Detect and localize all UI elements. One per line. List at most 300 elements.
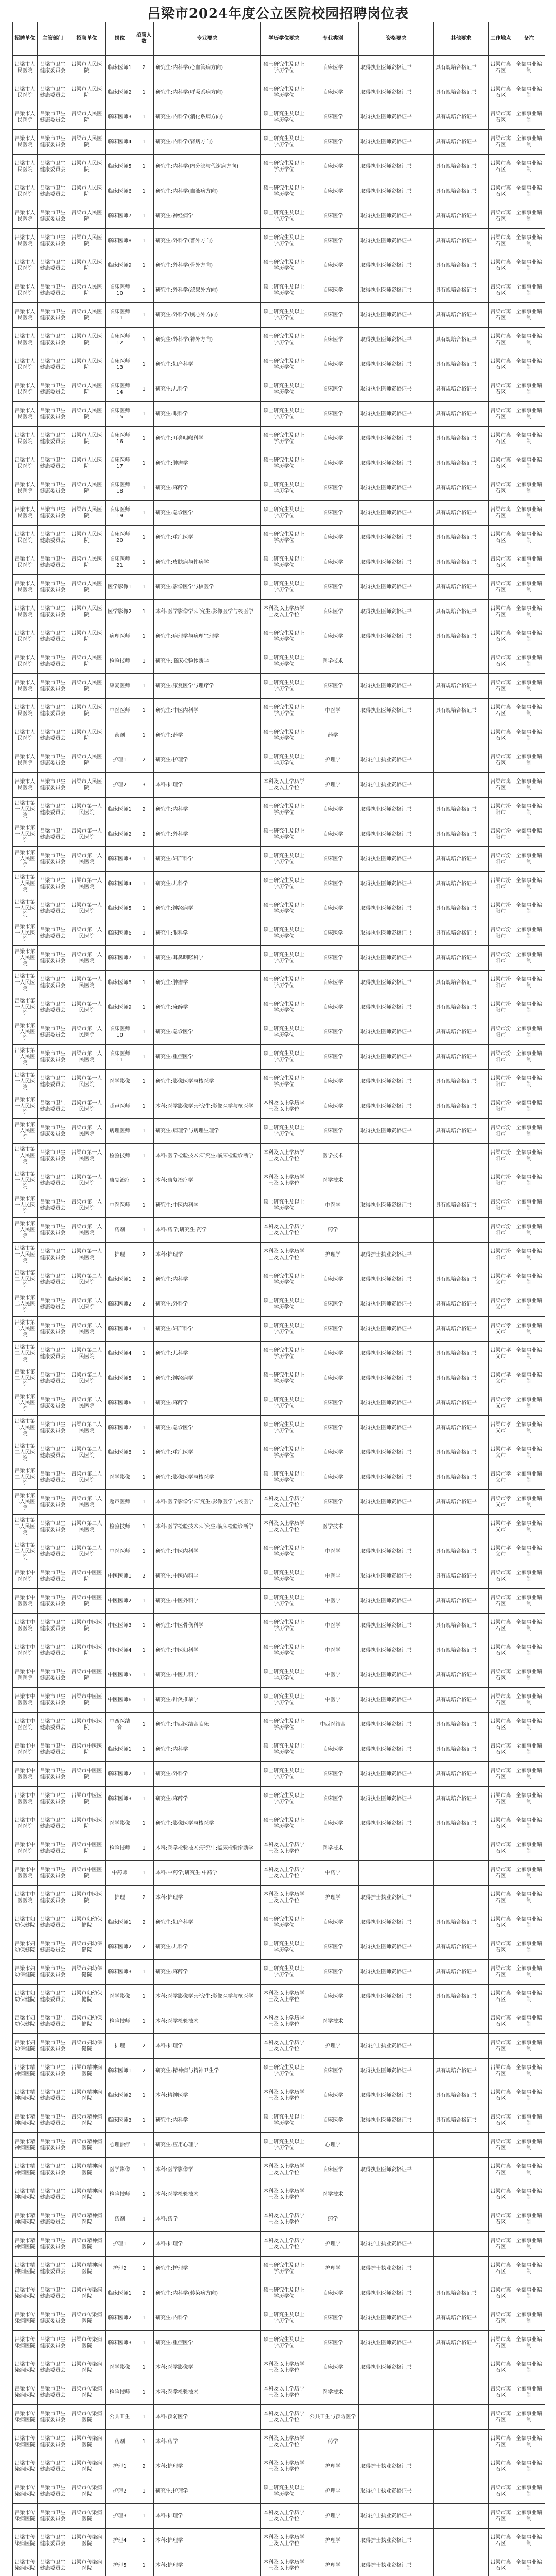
- table-cell: 护理: [106, 1886, 134, 1910]
- table-cell: 吕梁市离石区: [489, 105, 513, 130]
- table-cell: 本科及以上学历学士及以上学位: [261, 1985, 307, 2009]
- table-cell: 吕梁市卫生健康委员会: [38, 1440, 68, 1465]
- table-cell: 吕梁市精神病医院: [13, 2108, 38, 2133]
- table-cell: 1: [134, 1490, 154, 1515]
- table-row: [13, 1515, 545, 1539]
- table-cell: 1: [134, 1193, 154, 1218]
- table-cell: 吕梁市卫生健康委员会: [38, 1119, 68, 1144]
- table-cell: 中医学: [307, 1688, 359, 1713]
- table-cell: 研究生:内科学: [154, 2306, 261, 2331]
- table-cell: 吕梁市离石区: [489, 451, 513, 476]
- table-cell: 1: [134, 2257, 154, 2281]
- table-cell: 吕梁市离石区: [489, 1960, 513, 1985]
- table-cell: 药学: [307, 2207, 359, 2232]
- table-cell: 本科及以上学历学士及以上学位: [261, 1515, 307, 1539]
- table-cell: 护理学: [307, 2529, 359, 2553]
- table-cell: 全额事业编制: [513, 1787, 545, 1811]
- table-cell: 吕梁市孝义市: [489, 1292, 513, 1317]
- table-cell: 硕士研究生及以上学历学位: [261, 1465, 307, 1490]
- table-cell: 全额事业编制: [513, 2083, 545, 2108]
- column-header: 招聘人数: [134, 22, 154, 56]
- table-cell: 具有规培合格证书: [434, 2108, 489, 2133]
- table-cell: 取得执业医师资格证书: [359, 130, 434, 155]
- table-cell: 吕梁市传染病医院: [68, 2479, 106, 2504]
- table-cell: 吕梁市人民医院: [68, 130, 106, 155]
- table-cell: 吕梁市卫生健康委员会: [38, 1020, 68, 1045]
- table-cell: 吕梁市汾阳市: [489, 847, 513, 872]
- table-cell: [359, 2207, 434, 2232]
- table-cell: 硕士研究生及以上学历学位: [261, 2059, 307, 2083]
- table-cell: 2: [134, 1886, 154, 1910]
- table-cell: 吕梁市第二人民医院: [13, 1515, 38, 1539]
- table-row: [13, 352, 545, 377]
- table-cell: 吕梁市卫生健康委员会: [38, 2479, 68, 2504]
- table-cell: 硕士研究生及以上学历学位: [261, 427, 307, 451]
- table-cell: 吕梁市卫生健康委员会: [38, 1960, 68, 1985]
- table-cell: 吕梁市卫生健康委员会: [38, 1515, 68, 1539]
- table-cell: 取得执业医师资格证书: [359, 328, 434, 352]
- table-cell: [359, 2182, 434, 2207]
- table-cell: 全额事业编制: [513, 699, 545, 723]
- table-cell: 吕梁市第一人民医院: [68, 1070, 106, 1094]
- table-cell: 吕梁市人民医院: [68, 550, 106, 575]
- table-cell: 临床医师2: [106, 80, 134, 105]
- table-row: [13, 1762, 545, 1787]
- table-row: [13, 1020, 545, 1045]
- table-cell: 吕梁市中医医院: [68, 1713, 106, 1737]
- table-cell: 本科:康复治疗学: [154, 1168, 261, 1193]
- table-cell: 本科:医学检验技术: [154, 2182, 261, 2207]
- table-cell: 吕梁市离石区: [489, 2133, 513, 2158]
- table-row: [13, 1193, 545, 1218]
- table-cell: 吕梁市离石区: [489, 56, 513, 80]
- table-cell: 吕梁市人民医院: [68, 624, 106, 649]
- table-cell: 吕梁市卫生健康委员会: [38, 575, 68, 600]
- table-cell: 1: [134, 1614, 154, 1638]
- table-cell: 研究生:重症医学: [154, 1045, 261, 1070]
- table-cell: 1: [134, 971, 154, 995]
- table-cell: 1: [134, 1787, 154, 1811]
- table-cell: 吕梁市传染病医院: [68, 2430, 106, 2454]
- table-cell: 取得执业医师资格证书: [359, 1094, 434, 1119]
- table-row: [13, 847, 545, 872]
- table-row: [13, 2009, 545, 2034]
- column-header: 岗位: [106, 22, 134, 56]
- table-cell: 研究生:外科学(泌尿外方向): [154, 278, 261, 303]
- table-cell: 吕梁市卫生健康委员会: [38, 773, 68, 798]
- table-cell: 取得执业医师资格证书: [359, 1391, 434, 1416]
- table-cell: 临床医师3: [106, 2108, 134, 2133]
- table-cell: 吕梁市精神病医院: [68, 2182, 106, 2207]
- table-cell: 研究生:重症医学: [154, 526, 261, 550]
- table-cell: 临床医学: [307, 303, 359, 328]
- table-cell: 吕梁市人民医院: [13, 80, 38, 105]
- table-cell: 1: [134, 1045, 154, 1070]
- table-cell: 吕梁市第一人民医院: [68, 995, 106, 1020]
- table-cell: 吕梁市离石区: [489, 1638, 513, 1663]
- table-cell: 1: [134, 995, 154, 1020]
- table-cell: 1: [134, 1638, 154, 1663]
- table-cell: 吕梁市离石区: [489, 328, 513, 352]
- table-row: [13, 501, 545, 526]
- table-row: [13, 1366, 545, 1391]
- table-cell: 药剂: [106, 723, 134, 748]
- table-cell: 本科:医学检验技术;研究生:临床检验诊断学: [154, 1515, 261, 1539]
- table-cell: 本科及以上学历学士及以上学位: [261, 2232, 307, 2257]
- table-cell: 吕梁市离石区: [489, 1811, 513, 1836]
- table-cell: 1: [134, 1144, 154, 1168]
- table-cell: 吕梁市卫生健康委员会: [38, 526, 68, 550]
- table-cell: 吕梁市卫生健康委员会: [38, 2380, 68, 2405]
- table-cell: 本科:医学影像学;研究生:影像医学与核医学: [154, 1490, 261, 1515]
- table-cell: 吕梁市卫生健康委员会: [38, 328, 68, 352]
- table-cell: 全额事业编制: [513, 229, 545, 253]
- table-cell: 本科:护理学: [154, 2454, 261, 2479]
- table-cell: 研究生:中医内科学: [154, 1193, 261, 1218]
- table-cell: 研究生:内科学(呼吸系病方向): [154, 80, 261, 105]
- table-cell: [434, 773, 489, 798]
- table-cell: 中医医师2: [106, 1589, 134, 1614]
- table-row: [13, 2454, 545, 2479]
- table-cell: 吕梁市离石区: [489, 2380, 513, 2405]
- table-cell: 吕梁市第二人民医院: [13, 1490, 38, 1515]
- table-cell: 取得执业医师资格证书: [359, 1465, 434, 1490]
- table-cell: 吕梁市卫生健康委员会: [38, 427, 68, 451]
- table-cell: 取得执业医师资格证书: [359, 1614, 434, 1638]
- table-cell: 吕梁市卫生健康委员会: [38, 1811, 68, 1836]
- table-cell: 研究生:影像医学与核医学: [154, 1465, 261, 1490]
- table-cell: 本科及以上学历学士及以上学位: [261, 2158, 307, 2182]
- table-cell: 吕梁市离石区: [489, 550, 513, 575]
- table-cell: 吕梁市妇幼保健院: [13, 1960, 38, 1985]
- table-cell: 具有规培合格证书: [434, 451, 489, 476]
- table-cell: 硕士研究生及以上学历学位: [261, 1713, 307, 1737]
- table-row: [13, 179, 545, 204]
- table-cell: 临床医学: [307, 2108, 359, 2133]
- table-cell: 1: [134, 204, 154, 229]
- table-cell: 研究生:内科学: [154, 798, 261, 822]
- table-cell: 吕梁市卫生健康委员会: [38, 1737, 68, 1762]
- table-cell: 吕梁市人民医院: [13, 352, 38, 377]
- table-cell: 临床医学: [307, 550, 359, 575]
- table-cell: 医学技术: [307, 1144, 359, 1168]
- table-cell: 具有规培合格证书: [434, 1589, 489, 1614]
- table-cell: 具有规培合格证书: [434, 1391, 489, 1416]
- table-cell: 医学影像: [106, 1811, 134, 1836]
- table-cell: 研究生:外科学: [154, 1292, 261, 1317]
- table-cell: 研究生:重症医学: [154, 1440, 261, 1465]
- table-row: [13, 1910, 545, 1935]
- table-cell: 本科及以上学历学士及以上学位: [261, 2553, 307, 2576]
- table-cell: 临床医师2: [106, 2083, 134, 2108]
- table-cell: 吕梁市人民医院: [68, 80, 106, 105]
- table-cell: 1: [134, 624, 154, 649]
- table-cell: 吕梁市精神病医院: [68, 2207, 106, 2232]
- table-cell: 医学技术: [307, 649, 359, 674]
- table-cell: 吕梁市第一人民医院: [13, 995, 38, 1020]
- table-cell: 吕梁市人民医院: [68, 476, 106, 501]
- table-cell: 吕梁市卫生健康委员会: [38, 1490, 68, 1515]
- table-cell: 硕士研究生及以上学历学位: [261, 1787, 307, 1811]
- table-cell: 全额事业编制: [513, 253, 545, 278]
- table-cell: 吕梁市离石区: [489, 600, 513, 624]
- table-cell: 本科及以上学历学士及以上学位: [261, 2454, 307, 2479]
- table-cell: 临床医师5: [106, 896, 134, 921]
- table-cell: 1: [134, 1515, 154, 1539]
- table-cell: 全额事业编制: [513, 2529, 545, 2553]
- table-cell: 全额事业编制: [513, 328, 545, 352]
- table-cell: 临床医学: [307, 822, 359, 847]
- table-cell: 硕士研究生及以上学历学位: [261, 526, 307, 550]
- table-cell: 吕梁市人民医院: [68, 773, 106, 798]
- table-cell: 具有规培合格证书: [434, 1317, 489, 1342]
- table-cell: 临床医师3: [106, 1960, 134, 1985]
- table-cell: 2: [134, 2232, 154, 2257]
- table-cell: 吕梁市第一人民医院: [13, 1045, 38, 1070]
- table-cell: 1: [134, 1985, 154, 2009]
- table-cell: 吕梁市妇幼保健院: [68, 1910, 106, 1935]
- table-row: [13, 1070, 545, 1094]
- table-cell: 心理学: [307, 2133, 359, 2158]
- table-cell: 全额事业编制: [513, 1713, 545, 1737]
- table-cell: 取得执业医师资格证书: [359, 1638, 434, 1663]
- table-cell: 全额事业编制: [513, 575, 545, 600]
- table-cell: 全额事业编制: [513, 674, 545, 699]
- table-cell: 硕士研究生及以上学历学位: [261, 451, 307, 476]
- table-cell: 吕梁市卫生健康委员会: [38, 2059, 68, 2083]
- table-cell: 药剂: [106, 2207, 134, 2232]
- table-cell: 研究生:神经病学: [154, 896, 261, 921]
- table-cell: 全额事业编制: [513, 847, 545, 872]
- table-cell: 研究生:麻醉学: [154, 1391, 261, 1416]
- table-cell: 护理学: [307, 1243, 359, 1267]
- table-cell: 研究生:妇产科学: [154, 352, 261, 377]
- table-cell: 临床医师19: [106, 501, 134, 526]
- table-cell: 取得执业医师资格证书: [359, 2281, 434, 2306]
- table-cell: 临床医师1: [106, 798, 134, 822]
- table-cell: 吕梁市离石区: [489, 402, 513, 427]
- table-cell: 吕梁市离石区: [489, 130, 513, 155]
- table-cell: 具有规培合格证书: [434, 105, 489, 130]
- table-cell: 吕梁市卫生健康委员会: [38, 971, 68, 995]
- table-cell: 硕士研究生及以上学历学位: [261, 1960, 307, 1985]
- table-cell: 全额事业编制: [513, 1218, 545, 1243]
- table-cell: 取得执业医师资格证书: [359, 1440, 434, 1465]
- table-cell: 吕梁市人民医院: [13, 649, 38, 674]
- table-cell: 具有规培合格证书: [434, 822, 489, 847]
- table-cell: 吕梁市中医医院: [13, 1564, 38, 1589]
- table-cell: [434, 723, 489, 748]
- table-cell: 吕梁市离石区: [489, 624, 513, 649]
- table-cell: 1: [134, 1416, 154, 1440]
- table-cell: 取得执业医师资格证书: [359, 600, 434, 624]
- table-cell: 研究生:内科学: [154, 1267, 261, 1292]
- table-cell: 吕梁市人民医院: [13, 155, 38, 179]
- table-cell: 吕梁市卫生健康委员会: [38, 723, 68, 748]
- table-row: [13, 649, 545, 674]
- table-cell: 吕梁市离石区: [489, 1663, 513, 1688]
- table-cell: 吕梁市离石区: [489, 1564, 513, 1589]
- table-cell: 研究生:中西医结合临床: [154, 1713, 261, 1737]
- table-cell: 全额事业编制: [513, 649, 545, 674]
- table-cell: 临床医学: [307, 1045, 359, 1070]
- table-cell: 全额事业编制: [513, 1935, 545, 1960]
- table-cell: 硕士研究生及以上学历学位: [261, 501, 307, 526]
- table-cell: 硕士研究生及以上学历学位: [261, 822, 307, 847]
- table-cell: 1: [134, 896, 154, 921]
- table-cell: 硕士研究生及以上学历学位: [261, 2306, 307, 2331]
- table-cell: [434, 2034, 489, 2059]
- table-cell: 医学影像: [106, 1985, 134, 2009]
- table-cell: 临床医师8: [106, 971, 134, 995]
- table-cell: 吕梁市离石区: [489, 2257, 513, 2281]
- table-cell: 临床医师4: [106, 872, 134, 896]
- table-cell: 吕梁市人民医院: [68, 229, 106, 253]
- table-cell: 吕梁市离石区: [489, 278, 513, 303]
- table-cell: 2: [134, 2281, 154, 2306]
- table-cell: 全额事业编制: [513, 822, 545, 847]
- table-cell: 全额事业编制: [513, 155, 545, 179]
- table-cell: 护理2: [106, 773, 134, 798]
- table-cell: 1: [134, 847, 154, 872]
- table-cell: 吕梁市卫生健康委员会: [38, 352, 68, 377]
- table-row: [13, 229, 545, 253]
- table-cell: 本科及以上学历学士及以上学位: [261, 1218, 307, 1243]
- table-cell: 临床医学: [307, 204, 359, 229]
- table-cell: 1: [134, 1070, 154, 1094]
- table-cell: 1: [134, 1663, 154, 1688]
- table-cell: 全额事业编制: [513, 1811, 545, 1836]
- table-cell: 研究生:影像医学与核医学: [154, 575, 261, 600]
- table-cell: 硕士研究生及以上学历学位: [261, 476, 307, 501]
- table-cell: 具有规培合格证书: [434, 1094, 489, 1119]
- table-cell: [359, 1836, 434, 1861]
- table-cell: 吕梁市卫生健康委员会: [38, 872, 68, 896]
- table-cell: 3: [134, 773, 154, 798]
- table-cell: 临床医学: [307, 229, 359, 253]
- table-cell: 硕士研究生及以上学历学位: [261, 649, 307, 674]
- table-cell: 本科及以上学历学士及以上学位: [261, 2009, 307, 2034]
- table-cell: 吕梁市离石区: [489, 1688, 513, 1713]
- table-row: [13, 798, 545, 822]
- table-cell: 研究生:中医儿科学: [154, 1663, 261, 1688]
- table-cell: 取得执业医师资格证书: [359, 822, 434, 847]
- table-cell: 吕梁市卫生健康委员会: [38, 2158, 68, 2182]
- table-cell: 病理医师: [106, 624, 134, 649]
- table-cell: 硕士研究生及以上学历学位: [261, 1045, 307, 1070]
- table-cell: 全额事业编制: [513, 2355, 545, 2380]
- table-cell: 临床医学: [307, 600, 359, 624]
- table-cell: 研究生:肿瘤学: [154, 451, 261, 476]
- table-cell: 吕梁市离石区: [489, 2553, 513, 2576]
- table-cell: 1: [134, 2306, 154, 2331]
- table-row: [13, 1144, 545, 1168]
- table-cell: 全额事业编制: [513, 1317, 545, 1342]
- table-cell: 硕士研究生及以上学历学位: [261, 278, 307, 303]
- table-cell: 吕梁市人民医院: [68, 723, 106, 748]
- table-cell: 硕士研究生及以上学历学位: [261, 80, 307, 105]
- table-cell: 临床医师7: [106, 1416, 134, 1440]
- table-cell: 硕士研究生及以上学历学位: [261, 1564, 307, 1589]
- table-cell: 吕梁市人民医院: [68, 352, 106, 377]
- table-cell: 硕士研究生及以上学历学位: [261, 575, 307, 600]
- table-cell: 取得执业医师资格证书: [359, 1589, 434, 1614]
- table-cell: 临床医学: [307, 1416, 359, 1440]
- table-cell: 吕梁市第一人民医院: [13, 872, 38, 896]
- table-cell: 硕士研究生及以上学历学位: [261, 1416, 307, 1440]
- table-cell: [434, 2158, 489, 2182]
- table-cell: 吕梁市卫生健康委员会: [38, 2405, 68, 2430]
- table-cell: 吕梁市离石区: [489, 748, 513, 773]
- table-cell: 吕梁市卫生健康委员会: [38, 2034, 68, 2059]
- table-cell: 吕梁市人民医院: [13, 699, 38, 723]
- table-cell: 具有规培合格证书: [434, 798, 489, 822]
- table-cell: 1: [134, 501, 154, 526]
- table-cell: 吕梁市人民医院: [68, 402, 106, 427]
- table-cell: 吕梁市第二人民医院: [68, 1465, 106, 1490]
- table-cell: 吕梁市妇幼保健院: [13, 1935, 38, 1960]
- table-row: [13, 526, 545, 550]
- table-row: [13, 1416, 545, 1440]
- table-cell: 吕梁市人民医院: [68, 303, 106, 328]
- table-cell: 具有规培合格证书: [434, 427, 489, 451]
- table-cell: 全额事业编制: [513, 427, 545, 451]
- table-cell: 吕梁市卫生健康委员会: [38, 699, 68, 723]
- table-cell: 取得护士执业资格证书: [359, 1886, 434, 1910]
- table-cell: 研究生:外科学(普外方向): [154, 229, 261, 253]
- table-cell: 取得执业医师资格证书: [359, 995, 434, 1020]
- table-cell: [434, 2454, 489, 2479]
- table-row: [13, 278, 545, 303]
- table-cell: 吕梁市汾阳市: [489, 971, 513, 995]
- table-cell: 临床医学: [307, 1440, 359, 1465]
- table-cell: 具有规培合格证书: [434, 674, 489, 699]
- table-cell: 吕梁市第二人民医院: [68, 1490, 106, 1515]
- table-cell: 吕梁市孝义市: [489, 1490, 513, 1515]
- table-cell: 研究生:中医内科学: [154, 1539, 261, 1564]
- table-cell: 取得执业医师资格证书: [359, 1070, 434, 1094]
- table-cell: 全额事业编制: [513, 303, 545, 328]
- table-cell: 具有规培合格证书: [434, 204, 489, 229]
- table-cell: 吕梁市人民医院: [68, 427, 106, 451]
- table-cell: 中医医师: [106, 1193, 134, 1218]
- table-cell: 护理3: [106, 2504, 134, 2529]
- table-cell: 具有规培合格证书: [434, 1539, 489, 1564]
- table-cell: [434, 1144, 489, 1168]
- table-cell: 吕梁市人民医院: [68, 253, 106, 278]
- table-cell: 全额事业编制: [513, 80, 545, 105]
- table-cell: 吕梁市人民医院: [68, 204, 106, 229]
- table-cell: 超声医师: [106, 1490, 134, 1515]
- table-cell: 临床医学: [307, 1935, 359, 1960]
- table-cell: 取得执业医师资格证书: [359, 624, 434, 649]
- table-cell: 吕梁市卫生健康委员会: [38, 80, 68, 105]
- table-cell: 具有规培合格证书: [434, 1070, 489, 1094]
- table-cell: 吕梁市卫生健康委员会: [38, 1762, 68, 1787]
- table-cell: 临床医学: [307, 1787, 359, 1811]
- table-cell: 吕梁市第一人民医院: [68, 872, 106, 896]
- table-cell: 2: [134, 1243, 154, 1267]
- table-cell: 研究生:中医妇科学: [154, 1638, 261, 1663]
- table-cell: 本科:护理学: [154, 2232, 261, 2257]
- table-cell: 临床医学: [307, 451, 359, 476]
- table-cell: 全额事业编制: [513, 2059, 545, 2083]
- table-cell: 吕梁市人民医院: [68, 328, 106, 352]
- table-cell: 具有规培合格证书: [434, 2281, 489, 2306]
- table-cell: 2: [134, 1910, 154, 1935]
- table-cell: 具有规培合格证书: [434, 352, 489, 377]
- table-cell: 吕梁市离石区: [489, 2207, 513, 2232]
